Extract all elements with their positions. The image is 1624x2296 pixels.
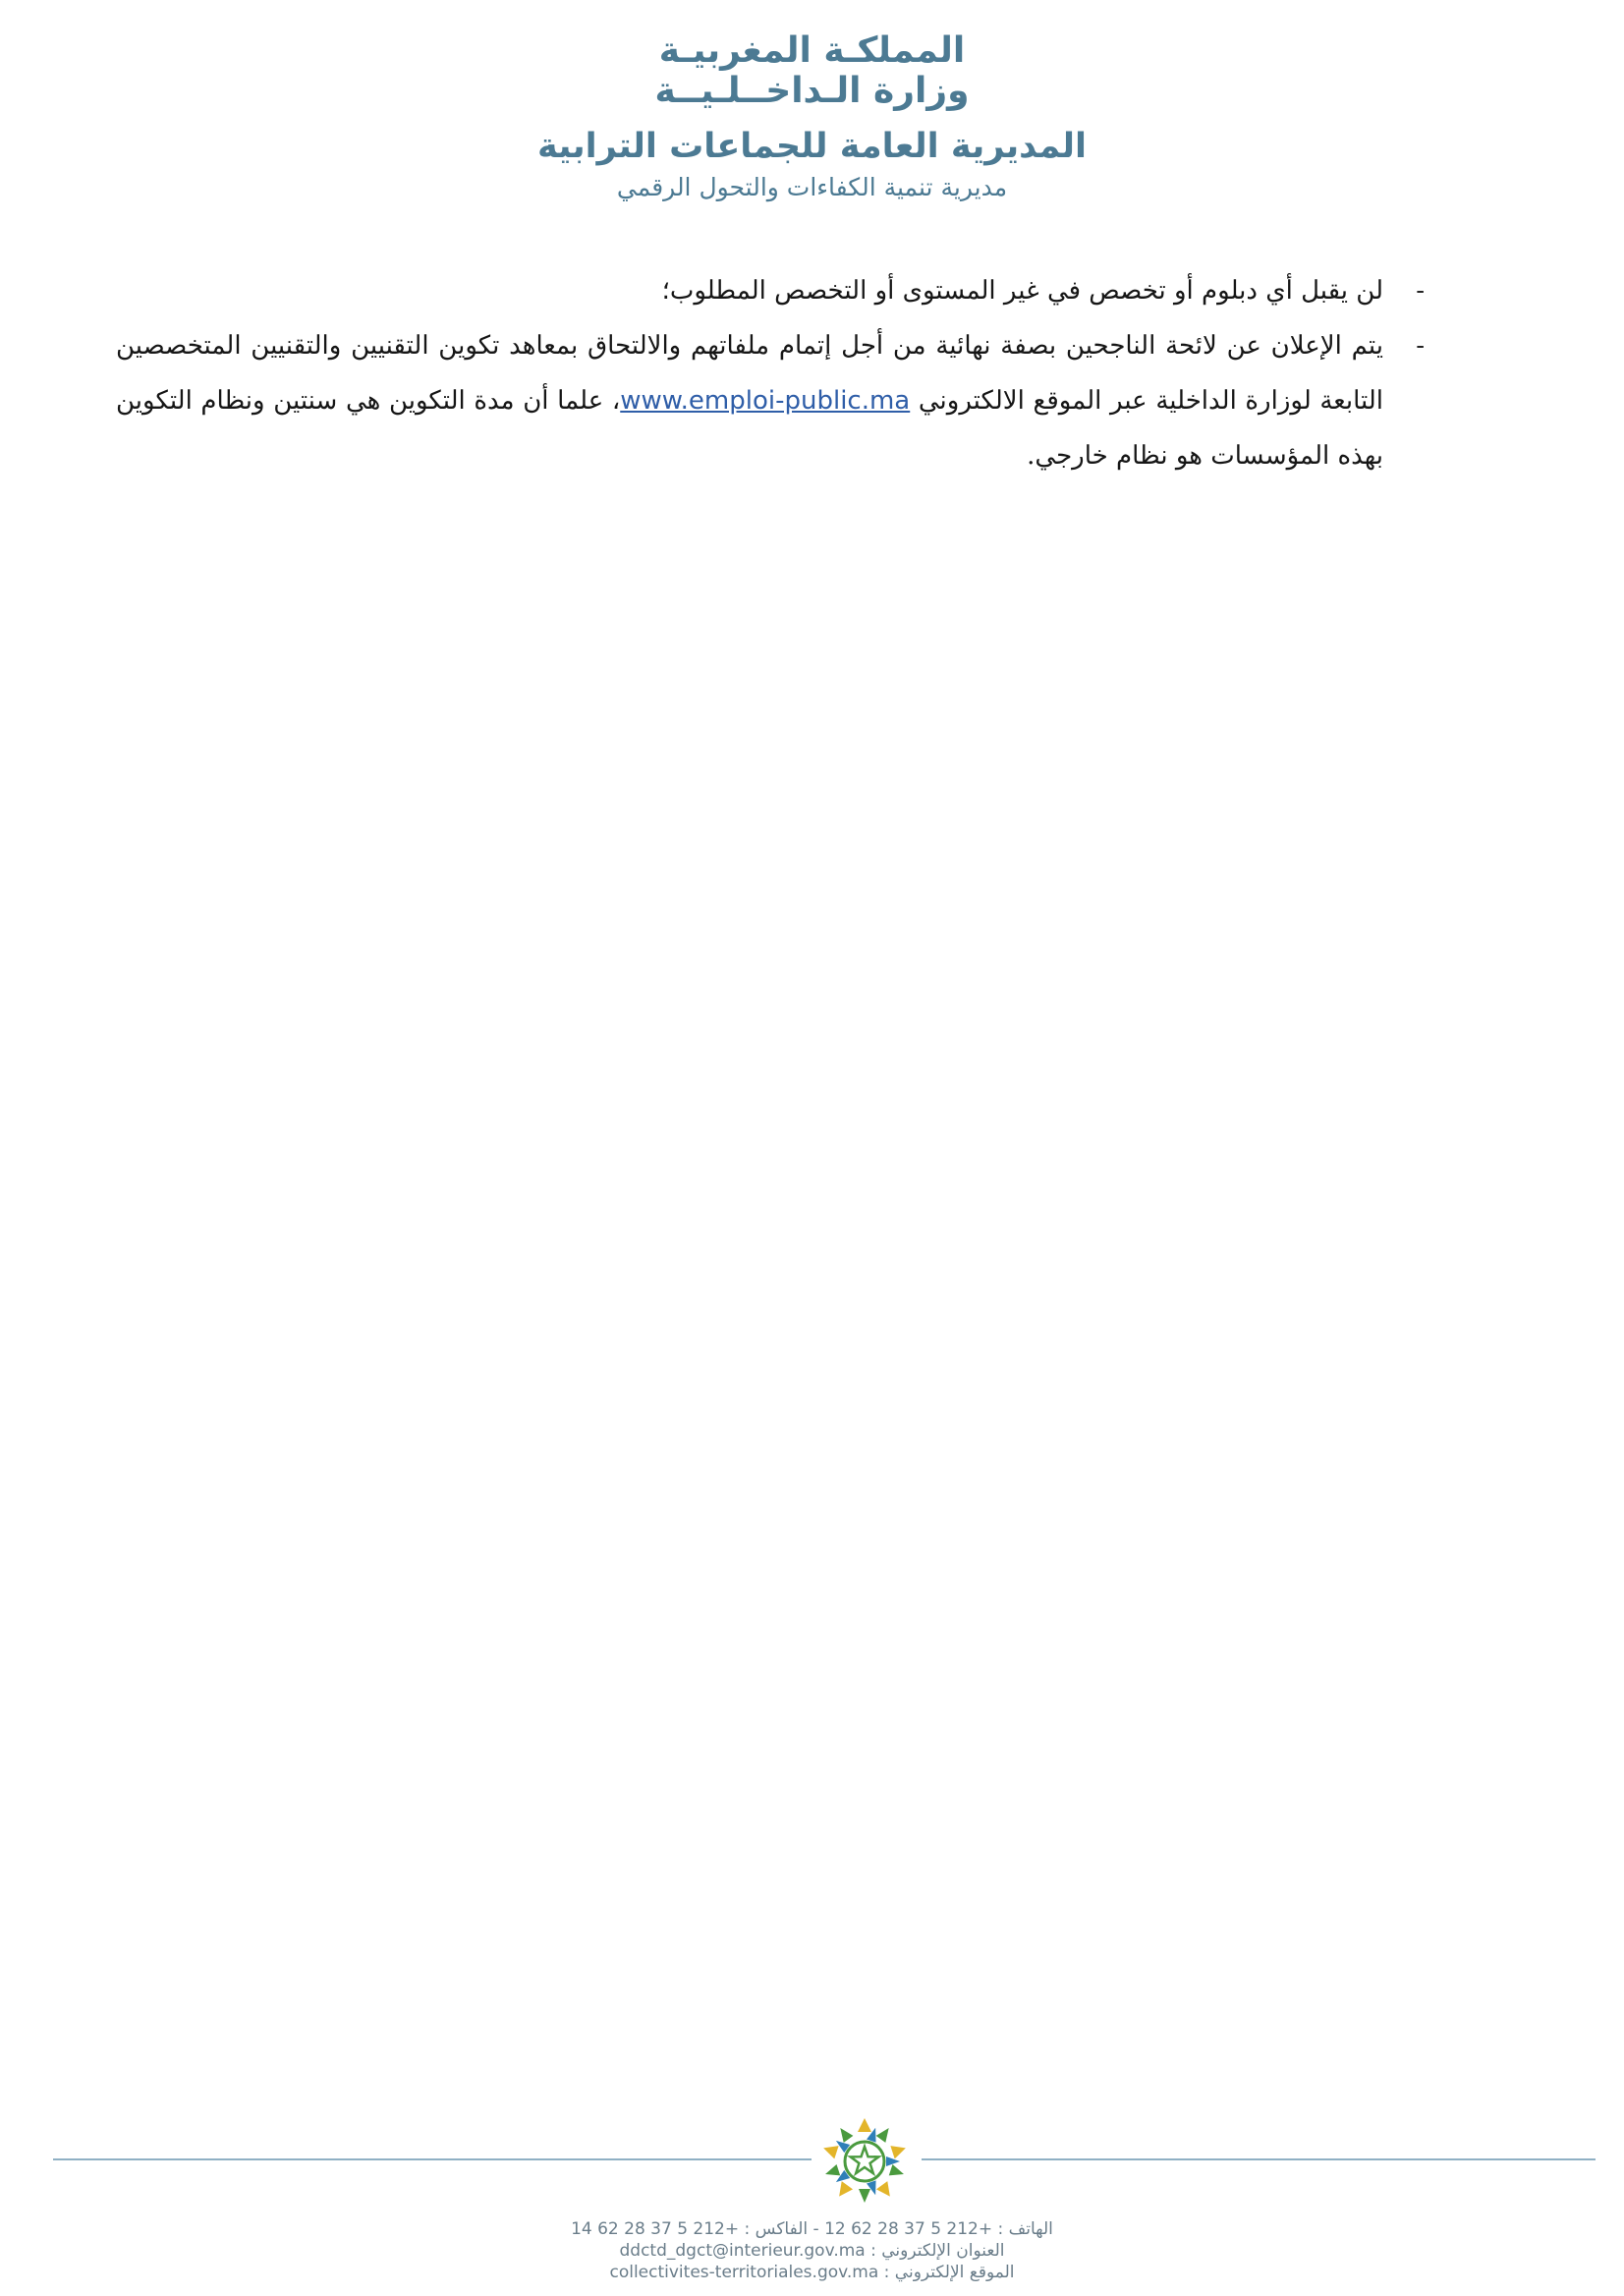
fax-number: 14 62 28 37 5 212+	[571, 2219, 740, 2239]
bullet-text-after-link: ، علما أن مدة التكوين هي سنتين ونظام التكوين بهذه المؤسسات هو نظام خارجي.	[116, 386, 1383, 471]
footer-website-row	[0, 2262, 1624, 2283]
phone-label: الهاتف :	[992, 2219, 1053, 2239]
moroccan-star-emblem-icon	[815, 2112, 914, 2211]
website-label: الموقع الإلكتروني :	[878, 2263, 1015, 2282]
footer-divider-right	[922, 2158, 1596, 2160]
directorate-subtitle: مديرية تنمية الكفاءات والتحول الرقمي	[616, 173, 1008, 202]
bullet-item-diploma	[116, 263, 1425, 318]
kingdom-title: المملكـة المغربيـة	[658, 30, 966, 71]
bullet-list	[116, 263, 1425, 483]
bullet-marker: -	[1416, 331, 1425, 361]
directorate-general-title: المديرية العامة للجماعات الترابية	[537, 127, 1087, 167]
bullet-marker: -	[1416, 276, 1425, 306]
bullet-text: لن يقبل أي دبلوم أو تخصص في غير المستوى أو التخصص المطلوب؛	[661, 276, 1383, 306]
website-address[interactable]: collectivites-territoriales.gov.ma	[609, 2263, 879, 2282]
footer-email-row	[0, 2240, 1624, 2262]
footer-contact	[0, 2218, 1624, 2283]
bullet-text-before-link: يتم الإعلان عن لائحة الناجحين بصفة نهائية من أجل إتمام ملفاتهم والالتحاق بمعاهد تكوين التقنيين والتقنيين المتخصصين التابعة لوزارة الداخلية عبر الموقع الالكتروني	[116, 331, 1383, 416]
footer-divider-left	[53, 2158, 812, 2160]
ministry-title: وزارة الـداخــلـيــة	[654, 71, 970, 112]
footer-phone-fax-row	[0, 2218, 1624, 2240]
fax-label: - الفاكس :	[739, 2219, 825, 2239]
email-label: العنوان الإلكتروني :	[865, 2241, 1005, 2261]
phone-number: 12 62 28 37 5 212+	[824, 2219, 993, 2239]
emploi-public-link[interactable]: www.emploi-public.ma	[620, 386, 911, 416]
letterhead	[0, 29, 1624, 202]
document-body	[116, 263, 1425, 483]
email-address[interactable]: ddctd_dgct@interieur.gov.ma	[619, 2241, 866, 2261]
bullet-item-results	[116, 318, 1425, 483]
